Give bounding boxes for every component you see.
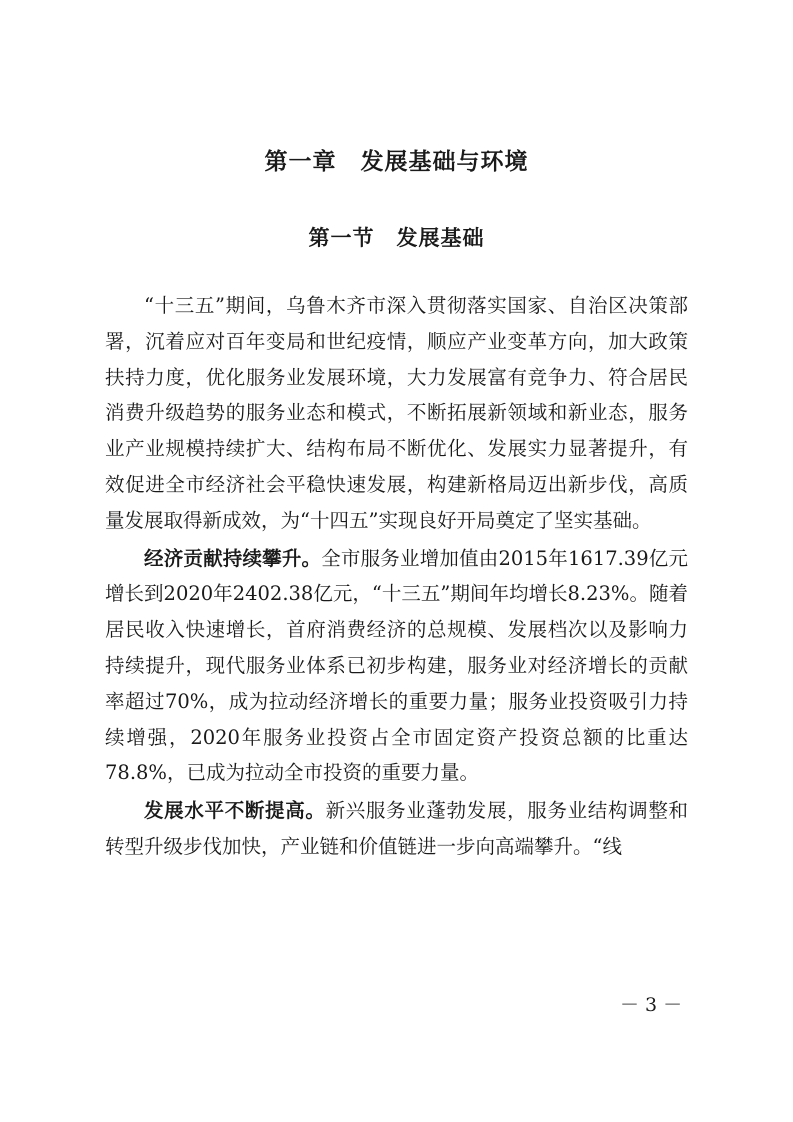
- paragraph-text: 全市服务业增加值由2015年1617.39亿元增长到2020年2402.38亿元，“十三五”期间年均增长8.23%。随着居民收入快速增长，首府消费经济的总规模、发展档次以及影响力持续提升，现代服务业体系已初步构建，服务业对经济增长的贡献率超过70%，成为拉动经济增长的重要力量；服务业投资吸引力持续增强，2020年服务业投资占全市固定资产投资总额的比重达78.8%，已成为拉动全市投资的重要力量。: [105, 546, 688, 785]
- paragraph-text: “十三五”期间，乌鲁木齐市深入贯彻落实国家、自治区决策部署，沉着应对百年变局和世纪疫情，顺应产业变革方向，加大政策扶持力度，优化服务业发展环境，大力发展富有竞争力、符合居民消费升级趋势的服务业态和模式，不断拓展新领域和新业态，服务业产业规模持续扩大、结构布局不断优化、发展实力显著提升，有效促进全市经济社会平稳快速发展，构建新格局迈出新步伐，高质量发展取得新成效，为“十四五”实现良好开局奠定了坚实基础。: [105, 294, 688, 532]
- paragraph: [105, 541, 688, 792]
- paragraph-lead: 发展水平不断提高。: [144, 799, 326, 823]
- paragraph: [105, 288, 688, 539]
- page-number: － 3 －: [620, 994, 683, 1016]
- chapter-title: 第一章 发展基础与环境: [264, 148, 529, 175]
- section-title: 第一节 发展基础: [308, 225, 485, 250]
- body-text: [105, 288, 688, 865]
- paragraph-lead: 经济贡献持续攀升。: [144, 546, 322, 570]
- paragraph-text: 新兴服务业蓬勃发展，服务业结构调整和转型升级步伐加快，产业链和价值链进一步向高端攀升。“线: [105, 799, 688, 858]
- paragraph: [105, 793, 688, 865]
